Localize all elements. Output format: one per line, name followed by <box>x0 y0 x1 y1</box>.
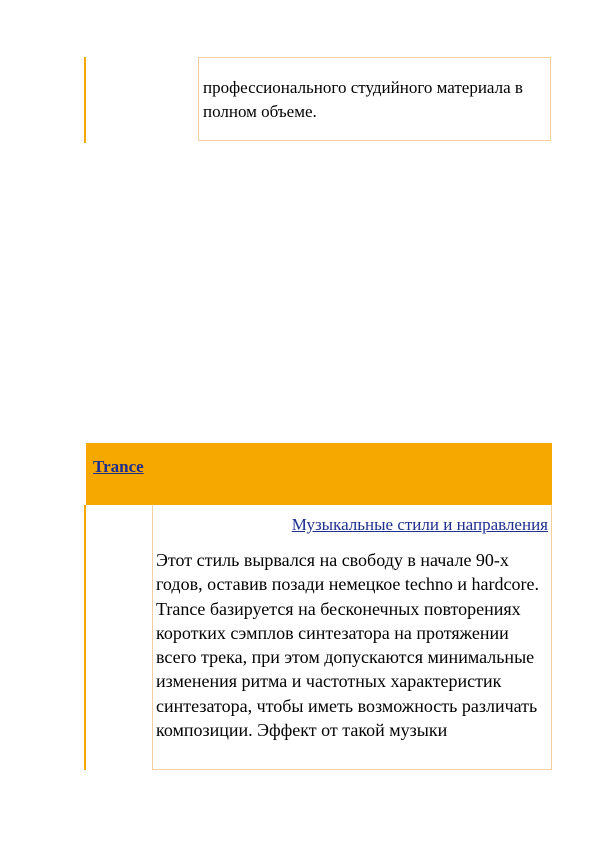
left-orange-rule-top <box>84 57 86 143</box>
top-box-text: профессионального студийного материала в полном объеме. <box>203 78 523 121</box>
music-styles-link[interactable]: Музыкальные стили и направления <box>291 515 548 534</box>
trance-link[interactable]: Trance <box>93 457 144 476</box>
trance-description: Этот стиль вырвался на свободу в начале 90-х годов, оставив позади немецкое techno и hardcore. Trance базируется на бесконечных повторениях коротких сэмплов синтезатора на протяжении всего трека, при этом допускаются минимальные изменения ритма и частотных характеристик синтезатора, чтобы иметь возможность различать композиции. Эффект от такой музыки <box>156 550 539 741</box>
trance-header-band <box>86 443 552 505</box>
left-orange-rule-bottom <box>84 505 86 770</box>
trance-content-box <box>152 505 552 770</box>
top-text-box <box>198 57 551 141</box>
